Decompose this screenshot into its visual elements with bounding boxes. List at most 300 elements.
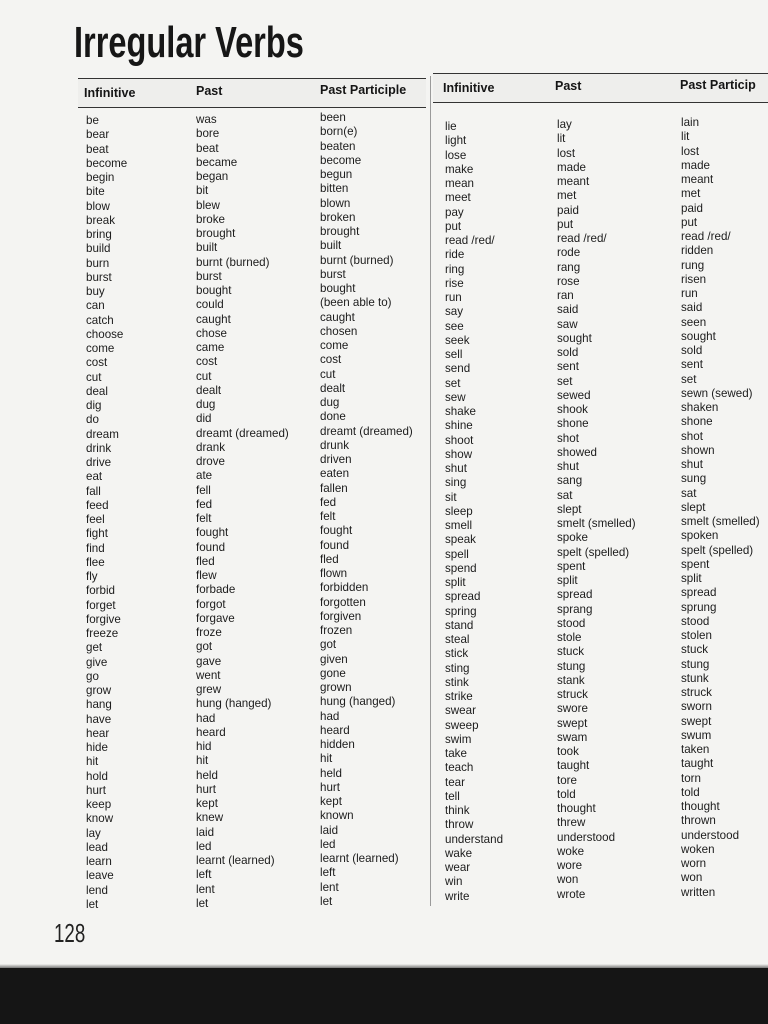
verb-cell: shone <box>681 415 713 429</box>
verb-cell: spoke <box>557 531 588 545</box>
verb-cell: wore <box>557 859 583 872</box>
verb-cell: spelt (spelled) <box>557 545 630 559</box>
verb-cell: came <box>196 341 225 354</box>
verb-cell: see <box>445 319 464 333</box>
verb-cell: find <box>86 541 105 555</box>
verb-cell: teach <box>445 761 474 775</box>
verb-cell: driven <box>320 453 352 466</box>
verb-cell: become <box>320 153 362 167</box>
verb-cell: lead <box>86 840 108 854</box>
verb-cell: got <box>196 640 213 654</box>
verb-cell: went <box>196 668 221 682</box>
verb-cell: be <box>86 114 99 127</box>
verb-cell: know <box>86 812 114 826</box>
verb-cell: stank <box>557 673 585 687</box>
header-past-right: Past <box>555 79 582 93</box>
verb-cell: lent <box>196 882 215 896</box>
verb-cell: set <box>681 372 697 386</box>
verb-cell: led <box>320 837 336 851</box>
verb-cell: smelt (smelled) <box>557 517 636 530</box>
verb-cell: flown <box>320 567 348 580</box>
verb-cell: kept <box>320 795 342 808</box>
verb-cell: sent <box>681 358 703 372</box>
verb-cell: had <box>320 709 340 723</box>
verb-cell: give <box>86 655 108 669</box>
verb-cell: sang <box>557 474 583 488</box>
verb-cell: stood <box>557 616 586 630</box>
verb-cell: can <box>86 299 105 313</box>
verb-cell: mean <box>445 177 475 190</box>
verb-cell: stick <box>445 647 469 661</box>
verb-cell: feel <box>86 513 105 526</box>
verb-cell: put <box>681 215 698 229</box>
verb-cell: fed <box>196 497 213 511</box>
verb-cell: let <box>86 897 99 911</box>
verb-cell: seen <box>681 315 707 329</box>
verb-cell: sworn <box>681 700 712 714</box>
verb-cell: beaten <box>320 139 356 153</box>
verb-cell: spent <box>681 557 710 571</box>
verb-cell: fall <box>86 484 101 498</box>
verb-cell: drink <box>86 441 112 455</box>
right-past-column <box>557 118 636 902</box>
verb-cell: understood <box>557 830 616 844</box>
verb-cell: bore <box>196 127 220 141</box>
verb-cell: sought <box>681 329 716 343</box>
verb-cell: became <box>196 155 238 169</box>
verb-cell: sought <box>557 331 592 345</box>
verb-cell: burnt (burned) <box>320 253 394 267</box>
verb-cell: read /red/ <box>445 234 495 247</box>
verb-cell: sprang <box>557 602 593 616</box>
verb-cell: begin <box>86 171 115 184</box>
verb-cell: hung (hanged) <box>320 695 396 709</box>
verb-cell: lost <box>557 146 576 160</box>
verb-cell: let <box>320 894 333 908</box>
verb-cell: stand <box>445 618 474 632</box>
verb-cell: hurt <box>86 783 106 797</box>
verb-cell: cost <box>320 353 342 367</box>
verb-cell: read /red/ <box>681 230 731 243</box>
verb-cell: read /red/ <box>557 232 607 245</box>
verb-cell: given <box>320 652 348 666</box>
verb-cell: run <box>681 287 698 300</box>
verb-cell: taught <box>557 759 590 773</box>
verb-cell: lent <box>320 880 339 894</box>
verb-cell: lost <box>681 144 700 158</box>
verb-cell: felt <box>196 512 212 525</box>
verb-cell: think <box>445 804 470 817</box>
verb-cell: freeze <box>86 627 119 640</box>
verb-cell: dug <box>196 398 216 411</box>
verb-cell: spelt (spelled) <box>681 543 754 557</box>
verb-cell: meet <box>445 191 471 205</box>
verb-cell: dream <box>86 427 119 441</box>
verb-cell: stolen <box>681 629 712 642</box>
verb-cell: wrote <box>557 887 586 901</box>
verb-cell: tear <box>445 775 465 789</box>
verb-cell: laid <box>196 825 215 839</box>
verb-cell: understand <box>445 832 504 846</box>
verb-cell: sung <box>681 472 707 486</box>
verb-cell: shut <box>681 458 703 471</box>
verb-cell: steal <box>445 633 470 646</box>
verb-cell: learn <box>86 855 112 868</box>
verb-cell: paid <box>557 203 579 217</box>
verb-cell: beat <box>86 142 109 156</box>
verb-cell: wake <box>445 846 473 860</box>
verb-cell: lie <box>445 120 457 133</box>
verb-cell: shaken <box>681 401 719 414</box>
verb-cell: heard <box>320 723 350 737</box>
verb-cell: hang <box>86 698 112 712</box>
page-number: 128 <box>54 918 86 948</box>
verb-cell: worn <box>681 857 707 870</box>
verb-cell: was <box>196 113 217 126</box>
verb-cell: lose <box>445 148 467 162</box>
verb-cell: showed <box>557 445 597 459</box>
verb-cell: woken <box>681 842 715 856</box>
verb-cell: pay <box>445 205 464 219</box>
verb-cell: spell <box>445 547 469 561</box>
verb-cell: bought <box>196 284 232 297</box>
verb-cell: do <box>86 413 99 427</box>
verb-cell: struck <box>681 686 712 699</box>
verb-cell: ride <box>445 248 465 262</box>
verb-cell: sprung <box>681 600 717 614</box>
verb-cell: held <box>320 766 342 780</box>
left-table-header <box>78 78 426 108</box>
verb-cell: grew <box>196 683 222 696</box>
verb-cell: swam <box>557 730 588 744</box>
verb-cell: hidden <box>320 738 355 751</box>
verb-cell: swum <box>681 728 712 742</box>
verb-cell: leave <box>86 869 114 883</box>
verb-cell: set <box>557 374 573 388</box>
verb-cell: risen <box>681 272 707 286</box>
verb-cell: hid <box>196 740 212 753</box>
verb-cell: swept <box>681 714 712 728</box>
verb-cell: build <box>86 242 111 256</box>
verb-cell: run <box>445 291 462 304</box>
verb-cell: buy <box>86 285 105 298</box>
verb-cell: put <box>557 217 574 231</box>
verb-cell: thought <box>557 802 596 815</box>
verb-cell: left <box>196 868 212 882</box>
verb-cell: made <box>681 158 711 172</box>
verb-cell: light <box>445 134 467 148</box>
verb-cell: hear <box>86 726 110 740</box>
verb-cell: torn <box>681 771 701 785</box>
verb-cell: caught <box>196 312 231 326</box>
verb-cell: built <box>196 241 218 255</box>
verb-cell: spring <box>445 604 477 618</box>
verb-cell: told <box>557 787 576 801</box>
verb-cell: split <box>681 572 702 585</box>
verb-cell: had <box>196 711 216 725</box>
verb-cell: cost <box>86 356 108 370</box>
verb-cell: fed <box>320 495 337 509</box>
verb-cell: sold <box>681 344 703 357</box>
verb-cell: kept <box>196 797 218 810</box>
verb-cell: meant <box>681 173 714 186</box>
verb-cell: broken <box>320 210 356 224</box>
verb-cell: wear <box>445 861 471 874</box>
header-infinitive-right: Infinitive <box>443 81 495 95</box>
column-divider <box>430 76 431 906</box>
verb-cell: caught <box>320 310 355 324</box>
verb-cell: known <box>320 809 354 823</box>
verb-cell: bite <box>86 185 105 199</box>
verb-cell: rode <box>557 246 581 260</box>
verb-cell: fallen <box>320 481 348 495</box>
verb-cell: win <box>445 875 463 889</box>
verb-cell: led <box>196 839 212 853</box>
verb-cell: spread <box>557 588 593 602</box>
verb-cell: shoot <box>445 433 474 447</box>
page-title: Irregular Verbs <box>74 18 304 67</box>
verb-cell: sting <box>445 661 470 675</box>
verb-cell: grown <box>320 681 352 694</box>
verb-cell: left <box>320 866 336 880</box>
verb-cell: bought <box>320 282 356 295</box>
verb-cell: ate <box>196 469 213 483</box>
verb-cell: won <box>557 873 579 887</box>
verb-cell: hit <box>86 755 99 769</box>
verb-cell: swim <box>445 732 472 746</box>
verb-cell: lend <box>86 883 108 897</box>
verb-cell: shut <box>557 460 579 473</box>
verb-cell: lit <box>557 132 566 146</box>
verb-cell: stole <box>557 631 582 644</box>
verb-cell: dreamt (dreamed) <box>320 424 413 438</box>
verb-cell: dreamt (dreamed) <box>196 426 289 440</box>
verb-cell: got <box>320 638 337 652</box>
left-past-participle-column <box>320 111 413 909</box>
verb-cell: sew <box>445 390 466 404</box>
verb-cell: rung <box>681 258 705 272</box>
verb-cell: said <box>557 303 579 317</box>
verb-cell: meant <box>557 175 590 188</box>
verb-cell: feed <box>86 498 109 512</box>
left-past-column <box>196 113 289 911</box>
verb-cell: lay <box>557 118 572 131</box>
verb-cell: come <box>320 339 349 352</box>
verb-cell: dealt <box>320 381 346 395</box>
verb-cell: stink <box>445 675 469 689</box>
verb-cell: rose <box>557 274 580 288</box>
verb-cell: swore <box>557 702 588 716</box>
verb-cell: eaten <box>320 467 350 481</box>
verb-cell: laid <box>320 823 339 837</box>
verb-cell: dig <box>86 399 102 412</box>
verb-cell: taken <box>681 743 710 756</box>
verb-cell: smelt (smelled) <box>681 515 760 528</box>
verb-cell: drunk <box>320 438 350 452</box>
verb-cell: seek <box>445 333 470 347</box>
verb-cell: written <box>681 885 716 899</box>
verb-cell: sold <box>557 346 579 359</box>
verb-cell: built <box>320 239 342 253</box>
verb-cell: found <box>196 540 226 554</box>
verb-cell: fly <box>86 570 98 583</box>
verb-cell: cost <box>196 355 218 369</box>
verb-cell: sell <box>445 348 463 361</box>
verb-cell: sat <box>557 488 573 502</box>
verb-cell: split <box>445 576 466 589</box>
verb-cell: threw <box>557 816 586 830</box>
verb-cell: shot <box>681 429 703 443</box>
verb-cell: spread <box>681 586 717 600</box>
verb-cell: done <box>320 410 346 424</box>
verb-cell: chose <box>196 326 227 340</box>
verb-cell: bit <box>196 184 209 198</box>
verb-cell: sleep <box>445 504 473 518</box>
verb-cell: grow <box>86 684 112 697</box>
verb-cell: let <box>196 896 209 910</box>
header-past-participle: Past Participle <box>320 83 407 97</box>
verb-cell: burst <box>196 269 222 283</box>
right-infinitive-column <box>445 120 503 904</box>
verb-cell: come <box>86 342 115 355</box>
verb-cell: forbid <box>86 584 116 598</box>
verb-cell: throw <box>445 818 474 832</box>
verb-cell: choose <box>86 327 124 341</box>
verb-cell: begun <box>320 168 353 181</box>
verb-cell: take <box>445 747 467 760</box>
verb-cell: fled <box>320 552 339 566</box>
verb-cell: spent <box>557 559 586 573</box>
verb-cell: set <box>445 376 461 390</box>
verb-cell: felt <box>320 510 336 523</box>
verb-cell: made <box>557 160 587 174</box>
verb-cell: beat <box>196 141 219 155</box>
verb-cell: cut <box>196 369 212 383</box>
verb-cell: shine <box>445 419 473 433</box>
verb-cell: bitten <box>320 182 349 196</box>
verb-cell: born(e) <box>320 125 358 139</box>
verb-cell: shook <box>557 403 588 416</box>
verb-cell: bring <box>86 228 112 241</box>
verb-cell: swept <box>557 716 588 730</box>
verb-cell: write <box>445 889 470 903</box>
verb-cell: learnt (learned) <box>196 854 275 867</box>
verb-cell: fled <box>196 554 215 568</box>
verb-cell: speak <box>445 533 476 547</box>
verb-cell: drive <box>86 456 112 469</box>
verb-cell: told <box>681 785 700 799</box>
verb-cell: sing <box>445 476 467 490</box>
verb-cell: (been able to) <box>320 296 392 310</box>
verb-cell: blew <box>196 198 220 212</box>
verb-cell: taught <box>681 757 714 771</box>
verb-cell: held <box>196 768 218 782</box>
verb-cell: froze <box>196 626 222 639</box>
verb-cell: gave <box>196 654 222 668</box>
verb-cell: struck <box>557 688 588 701</box>
verb-cell: drank <box>196 440 226 454</box>
verb-cell: tore <box>557 773 577 787</box>
verb-cell: slept <box>681 500 706 514</box>
verb-cell: deal <box>86 384 108 398</box>
verb-cell: paid <box>681 201 703 215</box>
verb-cell: lit <box>681 130 690 144</box>
verb-cell: sewed <box>557 388 591 402</box>
verb-cell: say <box>445 305 464 319</box>
verb-cell: sweep <box>445 718 479 732</box>
verb-cell: flew <box>196 569 217 582</box>
verb-cell: cut <box>86 370 102 384</box>
verb-cell: broke <box>196 212 226 226</box>
verb-cell: shone <box>557 417 589 431</box>
verb-cell: burst <box>86 270 112 284</box>
verb-cell: have <box>86 712 112 726</box>
verb-cell: hold <box>86 769 108 783</box>
verb-cell: dug <box>320 396 340 409</box>
verb-cell: flee <box>86 555 105 569</box>
verb-cell: lain <box>681 116 700 129</box>
verb-cell: shut <box>445 462 467 475</box>
verb-cell: thought <box>681 800 720 813</box>
verb-cell: did <box>196 412 212 426</box>
verb-cell: said <box>681 301 703 315</box>
verb-cell: fought <box>320 524 353 538</box>
verb-cell: brought <box>320 225 360 238</box>
right-table-header <box>433 73 768 103</box>
verb-cell: bear <box>86 128 110 142</box>
verb-cell: forget <box>86 598 116 612</box>
verb-cell: dealt <box>196 383 222 397</box>
verb-cell: stunk <box>681 671 709 685</box>
verb-cell: thrown <box>681 814 716 828</box>
verb-cell: sent <box>557 360 579 374</box>
verb-cell: ran <box>557 289 574 302</box>
verb-cell: swear <box>445 704 476 718</box>
verb-cell: get <box>86 641 103 655</box>
verb-cell: show <box>445 447 473 461</box>
verb-cell: spoken <box>681 529 719 543</box>
verb-cell: put <box>445 219 462 233</box>
verb-cell: fell <box>196 483 211 497</box>
verb-cell: burnt (burned) <box>196 255 270 269</box>
verb-cell: woke <box>557 844 585 858</box>
verb-cell: burn <box>86 256 110 270</box>
verb-cell: forbidden <box>320 581 369 595</box>
verb-cell: forgotten <box>320 595 366 609</box>
verb-cell: sewn (sewed) <box>681 386 753 400</box>
verb-cell: won <box>681 871 703 885</box>
verb-cell: eat <box>86 470 103 484</box>
verb-cell: hide <box>86 741 108 754</box>
header-infinitive: Infinitive <box>84 86 136 100</box>
verb-cell: catch <box>86 313 114 327</box>
verb-cell: stuck <box>557 645 585 659</box>
verb-cell: shot <box>557 431 579 445</box>
verb-cell: hurt <box>196 782 216 796</box>
verb-cell: burst <box>320 267 346 281</box>
verb-cell: send <box>445 362 471 376</box>
verb-cell: spread <box>445 590 481 604</box>
verb-cell: ring <box>445 262 465 276</box>
verb-cell: hit <box>320 752 333 766</box>
verb-cell: sat <box>681 486 697 500</box>
verb-cell: frozen <box>320 624 353 637</box>
verb-cell: forgot <box>196 597 226 611</box>
verb-cell: saw <box>557 317 578 331</box>
verb-cell: stung <box>681 657 710 671</box>
verb-cell: smell <box>445 519 473 532</box>
scan-bottom-edge <box>0 968 768 1024</box>
